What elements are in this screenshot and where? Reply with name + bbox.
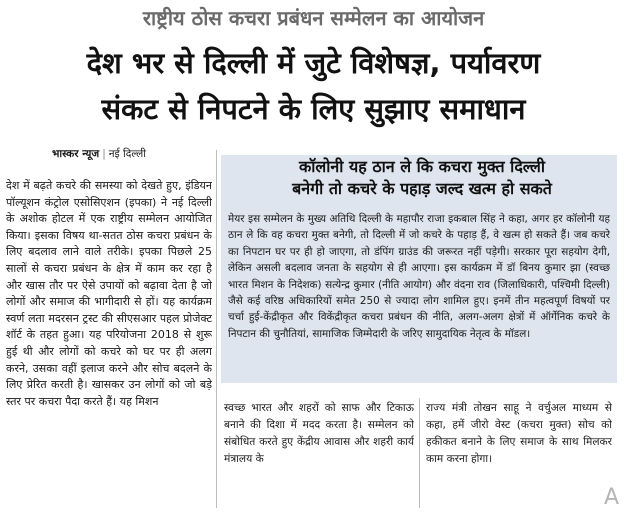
article-column-1: देश में बढ़ते कचरे की समस्या को देखते हुए, इंडियन पॉल्यूशन कंट्रोल एसोसिएशन (इपका) ने नई दिल्ली के अशोक होटल में एक राष्ट्रीय सम्मेलन आयोजित किया। इसका विषय था-सतत ठोस कचरा प्रबंधन के लिए बदलाव लाने वाले तरीके। इपका पिछले 25 सालों से कचरा प्रबंधन के क्षेत्र में काम कर रहा है और खास तौर पर ऐसे उपायों को बढ़ावा देता है जो लोगों और समाज की भागीदारी से हों। यह कार्यक्रम स्वर्ण लता मदरसन ट्रस्ट की सीएसआर पहल प्रोजेक्ट शॉर्ट के तहत हुआ। यह परियोजना 2018 से शुरू हुई थी और लोगों को कचरे को घर पर ही अलग करने, उसका वहीं इलाज करने और सोच बदलने के लिए प्रेरित करती है। खासकर उन लोगों को जो बड़े स्तर पर कचरा पैदा करते हैं। यह मिशन <box>6 179 212 408</box>
main-headline <box>6 40 621 132</box>
column-divider <box>419 398 420 508</box>
watermark-letter: A <box>604 485 620 510</box>
sidebar-box-title <box>228 156 616 200</box>
sidebar-box-title-line-1: कॉलोनी यह ठान ले कि कचरा मुक्त दिल्ली <box>298 157 546 176</box>
headline-line-1: देश भर से दिल्ली में जुटे विशेषज्ञ, पर्यावरण <box>86 46 541 80</box>
byline-location: नई दिल्ली <box>108 148 146 160</box>
sidebar-box-body: मेयर इस सम्मेलन के मुख्य अतिथि दिल्ली के महापौर राजा इकबाल सिंह ने कहा, अगर हर कॉलोनी यह ठान ले कि वह कचरा मुक्त बनेगी, तो दिल्ली में जो कचरे के पहाड़ हैं, वे खत्म हो सकते हैं। जब कचरे का निपटान घर पर ही हो जाएगा, तो डंपिंग ग्राउंड की जरूरत नहीं पड़ेगी। सरकार पूरा सहयोग देगी, लेकिन असली बदलाव जनता के सहयोग से ही आएगा। इस कार्यक्रम में डॉ बिनय कुमार झा (स्वच्छ भारत मिशन के निदेशक) सत्येन्द्र कुमार (नीति आयोग) और वंदना राव (जिलाधिकारी, पश्चिमी दिल्ली) जैसे कई वरिष्ठ अधिकारियों समेत 250 से ज्यादा लोग शामिल हुए। इनमें तीन महत्वपूर्ण विषयों पर चर्चा हुई-केंद्रीकृत और विकेंद्रीकृत कचरा प्रबंधन की नीति, अलग-अलग क्षेत्रों में ऑर्गेनिक कचरे के निपटान की चुनौतियां, सामाजिक जिम्मेदारी के जरिए सामुदायिक नेतृत्व के मॉडल। <box>228 213 610 340</box>
byline-source: भास्कर न्यूज <box>52 148 100 160</box>
sidebar-box-title-line-2: बनेगी तो कचरे के पहाड़ जल्द खत्म हो सकते <box>292 179 552 198</box>
column-divider <box>216 150 217 508</box>
article-column-3: राज्य मंत्री तोखन साहू ने वर्चुअल माध्यम से कहा, हमें जीरो वेस्ट (कचरा मुक्त) सोच को हकीकत बनाने के लिए समाज के साथ मिलकर काम करना होगा। <box>426 402 612 465</box>
kicker-headline: राष्ट्रीय ठोस कचरा प्रबंधन सम्मेलन का आयोजन <box>142 6 485 30</box>
article-column-2: स्वच्छ भारत और शहरों को साफ और टिकाऊ बनाने की दिशा में मदद करता है। सम्मेलन को संबोधित करते हुए केंद्रीय आवास और शहरी कार्य मंत्रालय के <box>224 402 414 465</box>
byline-separator: | <box>102 148 106 160</box>
byline <box>52 147 146 161</box>
headline-line-2: संकट से निपटने के लिए सुझाए समाधान <box>101 92 526 126</box>
